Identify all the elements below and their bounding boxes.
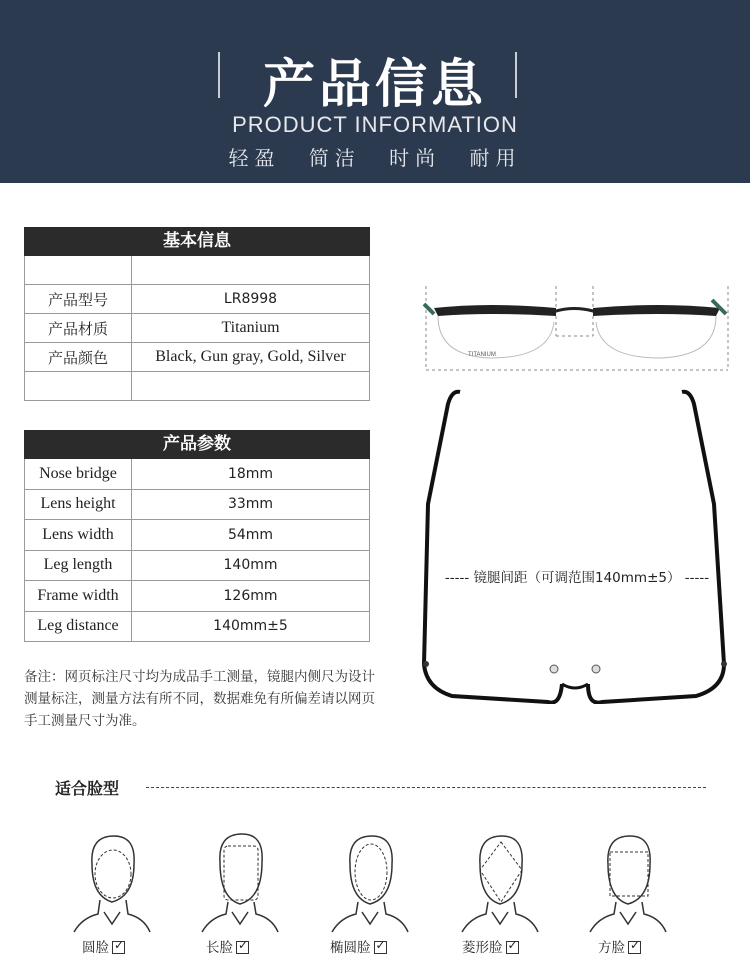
row-label: 产品颜色 — [25, 343, 132, 371]
row-value: 18mm — [227, 465, 274, 482]
page-subtitle: PRODUCT INFORMATION — [232, 112, 518, 137]
table-row — [24, 490, 370, 521]
basic-info-table — [24, 227, 370, 401]
table-heading: 产品参数 — [24, 430, 370, 459]
params-table — [24, 430, 370, 642]
row-label: 产品材质 — [25, 314, 132, 342]
span-label-text: ----- 镜腿间距（可调范围140mm±5） ----- — [444, 570, 710, 586]
slogan-word: 轻盈 — [228, 146, 281, 170]
face-label-text: 椭圆脸 — [330, 940, 371, 956]
checkbox-checked-icon — [506, 941, 519, 954]
note-text: 备注：网页标注尺寸均为成品手工测量，镜腿内侧尺为设计测量标注，测量方法有所不同，数据难免有所偏差请以网页手工测量尺寸为准。 — [24, 669, 375, 729]
row-value: LR8998 — [223, 291, 278, 307]
row-value: 54mm — [227, 526, 274, 543]
face-label — [206, 936, 249, 956]
row-label — [25, 256, 132, 284]
table-row — [24, 372, 370, 401]
row-value — [132, 372, 369, 400]
checkbox-checked-icon — [112, 941, 125, 954]
row-value: 126mm — [223, 587, 278, 604]
row-label: Lens width — [25, 520, 132, 550]
slogan-word: 耐用 — [469, 146, 522, 170]
checkbox-checked-icon — [628, 941, 641, 954]
table-row — [24, 256, 370, 285]
row-value — [132, 256, 369, 284]
slogan-word: 时尚 — [389, 146, 442, 170]
row-value: Titanium — [221, 319, 280, 336]
table-row — [24, 343, 370, 372]
row-value: 140mm±5 — [213, 618, 288, 635]
face-label — [82, 936, 125, 956]
table-row — [24, 314, 370, 343]
row-label: Leg distance — [25, 612, 132, 642]
row-label: Leg length — [25, 551, 132, 581]
section-title: 适合脸型 — [55, 779, 120, 798]
face-label — [330, 936, 387, 956]
diamond-face-icon — [460, 826, 540, 936]
oval-face-icon — [330, 826, 410, 936]
divider — [146, 787, 706, 788]
slogan — [0, 142, 750, 171]
row-label: Lens height — [25, 490, 132, 520]
round-face-icon — [72, 826, 152, 936]
table-row — [24, 520, 370, 551]
row-label: Nose bridge — [25, 459, 132, 489]
checkbox-checked-icon — [236, 941, 249, 954]
table-row — [24, 285, 370, 314]
checkbox-checked-icon — [374, 941, 387, 954]
row-label: Frame width — [25, 581, 132, 611]
glasses-top-image — [412, 384, 742, 704]
page-title: 产品信息 — [262, 55, 487, 115]
leg-distance-label — [424, 566, 730, 586]
face-label — [598, 936, 641, 956]
face-label-text: 圆脸 — [82, 940, 109, 956]
slogan-word: 简洁 — [308, 146, 361, 170]
table-row — [24, 551, 370, 582]
square-face-icon — [588, 826, 668, 936]
face-label — [462, 936, 519, 956]
row-label: 产品型号 — [25, 285, 132, 313]
table-heading: 基本信息 — [24, 227, 370, 256]
face-label-text: 方脸 — [598, 940, 625, 956]
face-label-text: 长脸 — [206, 940, 233, 956]
table-row — [24, 459, 370, 490]
row-value: 140mm — [223, 557, 278, 574]
face-label-text: 菱形脸 — [462, 940, 503, 956]
row-value: 33mm — [227, 496, 274, 513]
table-row — [24, 581, 370, 612]
long-face-icon — [200, 826, 280, 936]
row-value: Black, Gun gray, Gold, Silver — [155, 348, 346, 365]
lens-engraving: TITANIUM — [468, 352, 496, 358]
table-row — [24, 612, 370, 643]
glasses-front-image — [420, 278, 735, 374]
header-banner — [0, 0, 750, 183]
row-label — [25, 372, 132, 400]
